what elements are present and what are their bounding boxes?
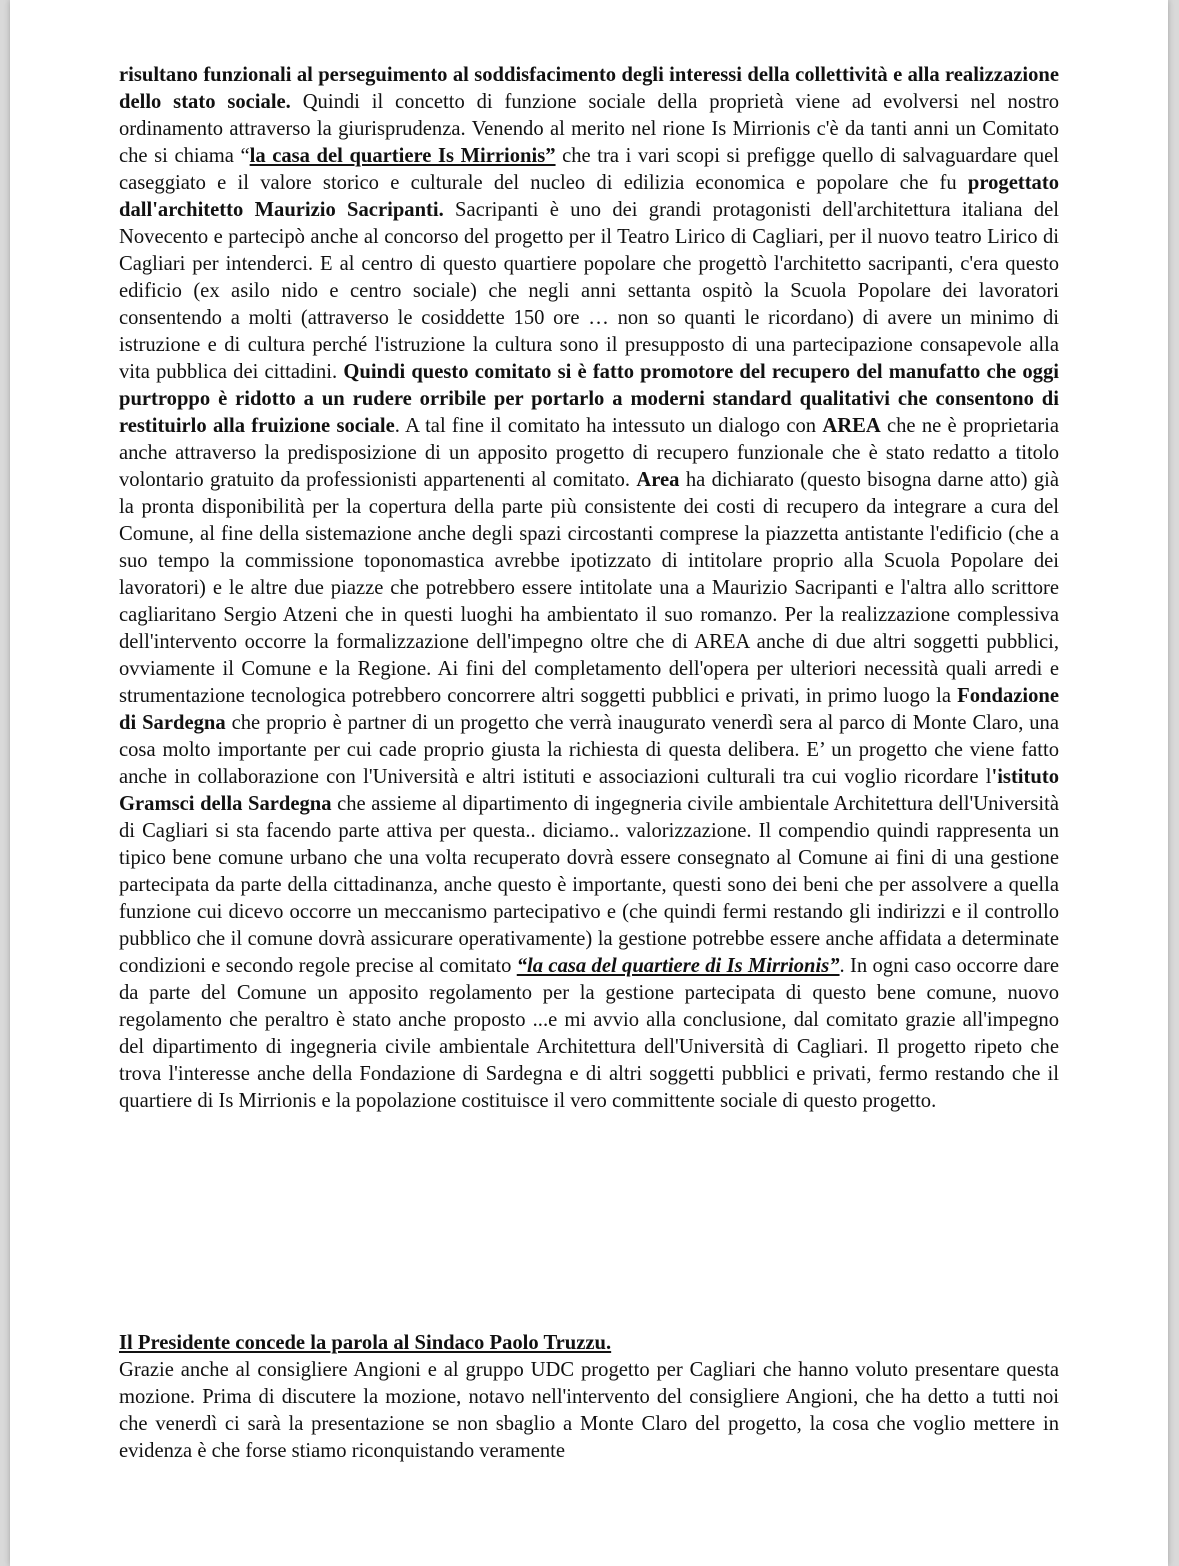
text-run: progettato dall'architetto Maurizio Sacripanti. [119,172,1059,221]
text-run: che proprio è partner di un progetto che verrà inaugurato venerdì sera al parco di Monte Claro, una cosa molto importante per cui cade proprio giusta la richiesta di questa delibera. E’ un progetto che viene fatto anche in collaborazione con l'Università e altri istituti e associazioni culturali tra cui voglio ricordare l [119,712,1059,788]
text-run: Area [636,469,680,491]
body-paragraph [119,62,1059,1115]
section-heading: Il Presidente concede la parola al Sindaco Paolo Truzzu. [119,1332,612,1354]
text-run: AREA [822,415,881,437]
text-run: Sacripanti è uno dei grandi protagonisti dell'architettura italiana del Novecento e partecipò anche al concorso del progetto per il Teatro Lirico di Cagliari, per il nuovo teatro Lirico di Cagliari per intenderci. E al centro di questo quartiere popolare che progettò l'architetto sacripanti, c'era questo edificio (ex asilo nido e centro sociale) che negli anni settanta ospitò la Scuola Popolare dei lavoratori consentendo a molti (attraverso le cosiddette 150 ore … non so quanti le ricordano) di avere un minimo di istruzione e di cultura perché l'istruzione la cultura sono il presupposto di una partecipazione consapevole alla vita pubblica dei cittadini. [119,199,1059,383]
reply-paragraph [119,1357,1059,1465]
text-run: Quindi questo comitato si è fatto promotore del recupero del manufatto che oggi purtroppo è ridotto a un rudere orribile per portarlo a moderni standard qualitativi che consentono di restituirlo alla fruizione sociale [119,361,1059,437]
text-run: ha dichiarato (questo bisogna darne atto) già la pronta disponibilità per la copertura della parte più consistente dei costi di recupero da integrare a cura del Comune, al fine della sistemazione anche degli spazi circostanti comprese la piazzetta antistante l'edificio (che a suo tempo la commissione toponomastica avrebbe ipotizzato di intitolare proprio alla Scuola Popolare dei lavoratori) e le altre due piazze che potrebbero essere intitolate una a Maurizio Sacripanti e l'altra allo scrittore cagliaritano Sergio Atzeni che in questi luoghi ha ambientato il suo romanzo. Per la realizzazione complessiva dell'intervento occorre la formalizzazione dell'impegno oltre che di AREA anche di due altri soggetti pubblici, ovviamente il Comune e la Regione. Ai fini del completamento dell'opera per ulteriori necessità quali arredi e strumentazione tecnologica potrebbero concorrere altri soggetti pubblici e privati, in primo luogo la [119,469,1059,707]
text-run: che assieme al dipartimento di ingegneria civile ambientale Architettura dell'Università di Cagliari si sta facendo parte attiva per questa.. diciamo.. valorizzazione. Il compendio quindi rappresenta un tipico bene comune urbano che una volta recuperato dovrà essere consegnato al Comune ai fini di una gestione partecipata da parte della cittadinanza, anche questo è importante, questi sono dei beni che per assolvere a quella funzione cui dicevo occorre un meccanismo partecipativo e (che quindi fermi restando gli indirizzi e il controllo pubblico che il comune dovrà assicurare operativamente) la gestione potrebbe essere anche affidata a determinate condizioni e secondo regole precise al comitato [119,793,1059,977]
text-run: . A tal fine il comitato ha intessuto un dialogo con [394,415,823,437]
document-page [10,0,1168,1566]
text-run: . In ogni caso occorre dare da parte del Comune un apposito regolamento per la gestione partecipata di questo bene comune, nuovo regolamento che peraltro è stato anche proposto ...e mi avvio alla conclusione, dal comitato grazie all'impegno del dipartimento di ingegneria civile ambientale Architettura dell'Università di Cagliari. Il progetto ripeto che trova l'interesse anche della Fondazione di Sardegna e di altri soggetti pubblici e privati, fermo restando che il quartiere di Is Mirrionis e la popolazione costituisce il vero committente sociale di questo progetto. [119,955,1059,1112]
body-text [119,62,1059,1115]
text-run: che tra i vari scopi si prefigge quello di salvaguardare quel caseggiato e il valore storico e culturale del nucleo di edilizia economica e popolare che fu [119,145,1059,194]
text-run: “la casa del quartiere di Is Mirrionis” [516,955,840,977]
text-run: Quindi il concetto di funzione sociale della proprietà viene ad evolversi nel nostro ordinamento attraverso la giurisprudenza. Venendo al merito nel rione Is Mirrionis c'è da tanti anni un Comitato che si chiama “ [119,91,1060,167]
text-run: che ne è proprietaria anche attraverso la predisposizione di un apposito progetto di recupero funzionale che è stato redatto a titolo volontario gratuito da professionisti appartenenti al comitato. [119,415,1059,491]
text-run: risultano funzionali al perseguimento al soddisfacimento degli interessi della collettività e alla realizzazione dello stato sociale. [119,64,1059,113]
reply-text: Grazie anche al consigliere Angioni e al gruppo UDC progetto per Cagliari che hanno voluto presentare questa mozione. Prima di discutere la mozione, notavo nell'intervento del consigliere Angioni, che ha detto a tutti noi che venerdì ci sarà la presentazione se non sbaglio a Monte Claro del progetto, la cosa che voglio mettere in evidenza è che forse stiamo riconquistando veramente [119,1359,1059,1462]
text-run: la casa del quartiere Is Mirrionis” [249,145,556,167]
text-run: 'istituto Gramsci della Sardegna [119,766,1059,815]
text-run: Fondazione di Sardegna [119,685,1059,734]
